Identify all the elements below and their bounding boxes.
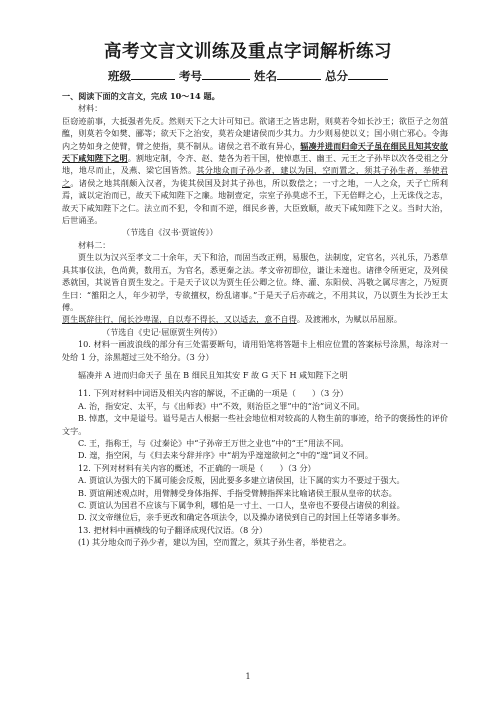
question-13-item-1: (1) 其分地众而子孙少者，建以为国，空而置之，须其子孙生者，举使君之。 [78,537,352,548]
question-11-option-c: C. 王，指称王，与《过秦论》中“子孙帝王万世之业也”中的“王”用法不同。 [78,437,349,448]
question-10-sentence: 辐凑并 A 进而归命天子 虽在 B 细民且知其安 F 故 G 天下 H 咸知陛下之明 [78,369,348,380]
class-blank[interactable] [131,68,175,80]
question-12-option-d: D. 汉文帝继位后，亲手更改和确定各项法令，以及操办诸侯到自己的封国上任等诸多事务。 [78,512,406,523]
score-label: 总分 [325,69,349,83]
question-12-option-b: B. 贾谊阐述观点时，用臂膊受身体指挥、手指受臂膊指挥来比喻诸侯王服从皇帝的状态。 [78,487,397,498]
question-11-option-d: D. 遑，指空闲，与《归去来兮辞并序》中“胡为乎遑遑欲何之”中的“遑”词义不同。 [78,450,373,461]
material-2-underlined-sentence: 贾生既辞往行，闻长沙卑湿，自以寿不得长，又以适去，意不自得 [62,314,297,325]
material-1-label: 材料： [78,103,103,114]
score-blank[interactable] [348,68,388,80]
num-blank[interactable] [202,68,250,80]
material-1-source: （节选自《汉书·贾谊传》） [122,227,218,238]
student-info-fields [0,68,496,84]
material-1-part-c: 。割地定制，令齐、赵、楚各为若干国，使悼惠王、幽王、元王之子孙毕以次各受祖之分地，地尽而止，及燕、梁它国皆然。 [62,153,448,176]
question-12-option-c: C. 贾谊认为国君不应该与下属争利，哪怕是一寸土、一口人，皇帝也不要侵占诸侯的利益。 [78,500,405,510]
document-body [62,90,448,549]
question-12: 12. 下列对材料有关内容的概述，不正确的一项是（ ）（3 分） [78,462,316,473]
question-13: 13. 把材料中画横线的句子翻译成现代汉语。（8 分） [78,524,268,535]
question-10: 10. 材料一画波浪线的部分有三处需要断句，请用铅笔将答题卡上相应位置的答案标号涂黑，每涂对一处给 1 分，涂黑超过三处不给分。（3 分） [62,339,448,362]
question-11-option-a: A. 治，指安定、太平，与《出师表》中“不效，则治臣之罪”中的“治”词义不同。 [78,400,365,411]
num-label: 考号 [178,69,202,83]
material-2-part-a: 贾生以为汉兴至孝文二十余年，天下和洽，而固当改正朔，易服色，法制度，定官名，兴礼乐，乃悉草具其事仪法，色尚黄，数用五，为官名，悉更秦之法。孝文帝初即位，谦让未遑也。诸律令所更定，及列侯悉就国，其说皆自贾生发之。于是天子议以为贾生任公卿之位。绛、灌、东阳侯、冯敬之属尽害之，乃短贾生曰：“雒阳之人，年少初学，专欲擅权，纷乱诸事。”于是天子后亦疏之，不用其议，乃以贾生为长沙王太傅。 [62,252,448,312]
material-1-text [62,115,448,227]
material-1-part-a: 臣窃迹前事，大抵强者先反。然则天下之大计可知已。欲诸王之皆忠附，则莫若令如长沙王；欲臣子之勿菹醢，则莫若令如樊、郦等；欲天下之治安，莫若众建诸侯而少其力。力少则易使以义；国小则亡邪心。令海内之势如身之使臂，臂之使指，莫不制从。诸侯之君不敢有异心， [62,115,448,151]
material-2-label: 材料二： [78,239,111,250]
material-2-part-c: 。及渡湘水，为赋以吊屈原。 [296,314,402,325]
material-1-part-e: 。诸侯之地其削颇入汉者，为徙其侯国及封其子孙也，所以数偿之；一寸之地，一人之众，天子亡所利焉，诚以定治而已，故天下咸知陛下之廉。地制壹定，宗室子孙莫虑不王，下无倍畔之心，上无诛伐之志，故天下咸知陛下之仁。法立而不犯，令和而不逆，细民乡善，大臣致顺，故天下咸知陛下之义。当时大治，后世诵圣。 [62,177,448,226]
question-11-option-b: B. 悼惠，文中是谥号。谥号是古人根据一些社会地位相对较高的人物生前的事迹，给予的褒扬性的评价文字。 [62,413,448,436]
material-2-source: （节选自《史记·屈原贾生列传》） [102,326,222,337]
name-label: 姓名 [254,69,277,83]
name-blank[interactable] [277,68,321,80]
material-2-text [62,251,448,325]
page-title: 高考文言文训练及重点字词解析练习 [104,42,392,62]
question-11: 11. 下列对材料中词语及相关内容的解说，不正确的一项是（ ）（3 分） [78,388,349,399]
page-number: 1 [245,672,251,681]
material-1-wavy-line-sentence: 辐凑并进而归命天子虽在细民且知其安故天下咸知陛下之明 [62,140,448,164]
question-12-option-a: A. 贾谊认为强大的下属可能会反叛，因此要多多建立诸侯国，让下属的实力不要过于强大。 [78,475,405,486]
section-heading: 一、阅读下面的文言文，完成 10～14 题。 [62,91,220,101]
class-label: 班级 [107,69,131,83]
material-1-underlined-sentence: 其分地众而子孙少者，建以为国，空而置之，须其子孙生者，举使君之 [62,165,448,188]
